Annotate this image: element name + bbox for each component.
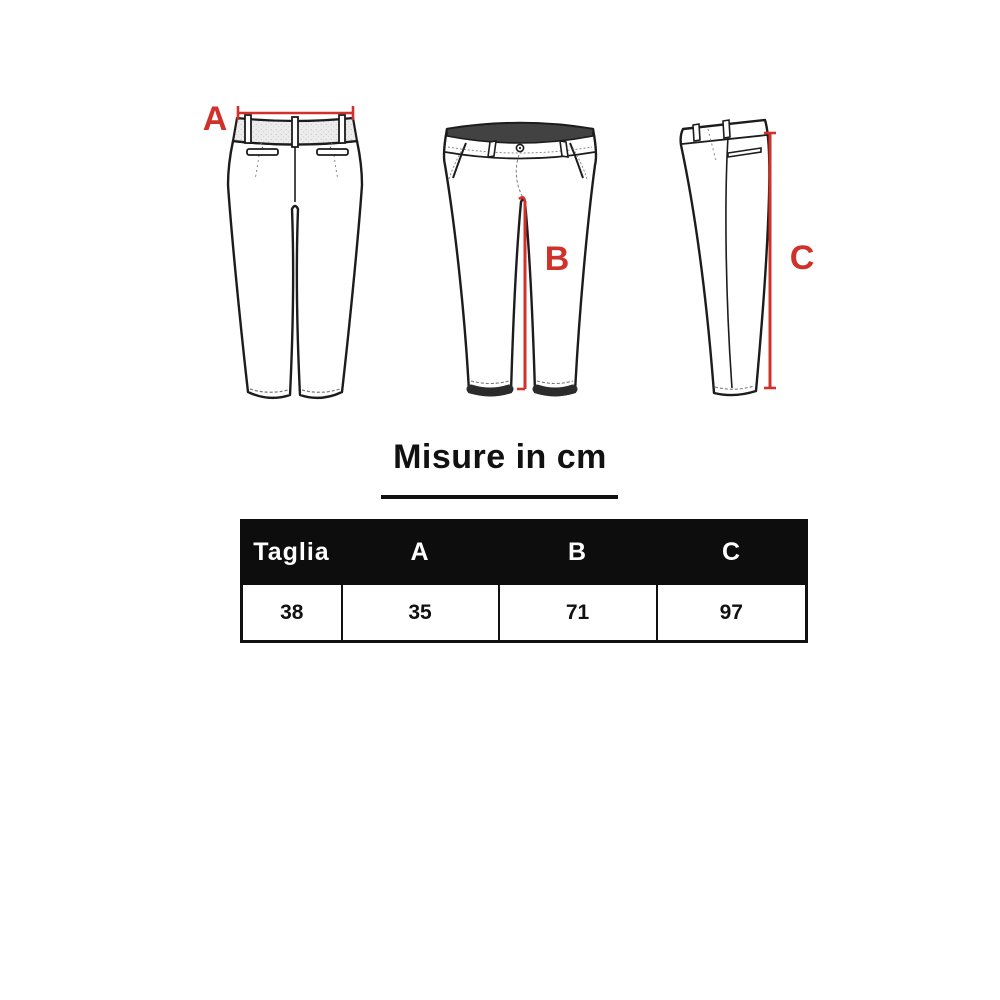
hem-cuff-dark bbox=[471, 389, 509, 392]
measure-label-b: B bbox=[544, 240, 570, 278]
size-table-cell-c: 97 bbox=[657, 584, 807, 642]
figure-pants-front-view bbox=[433, 105, 603, 400]
size-table-cell-b: 71 bbox=[499, 584, 657, 642]
front-waistband-dark bbox=[447, 123, 593, 143]
belt-loop bbox=[560, 141, 568, 157]
page-title: Misure in cm bbox=[393, 438, 607, 476]
waist-button-hole bbox=[519, 147, 521, 149]
measure-label-a: A bbox=[202, 100, 228, 138]
size-table-header-a: A bbox=[342, 521, 499, 584]
welt-pocket bbox=[247, 149, 278, 155]
size-table-header-c: C bbox=[657, 521, 807, 584]
belt-loop bbox=[693, 124, 700, 141]
hem-cuff-dark bbox=[537, 389, 573, 392]
figure-pants-back-view bbox=[195, 93, 370, 413]
belt-loop bbox=[339, 115, 345, 143]
figure-pants-side-view bbox=[668, 105, 823, 400]
pants-front-outline bbox=[444, 123, 596, 395]
title-underline bbox=[381, 495, 618, 499]
size-table-header-b: B bbox=[499, 521, 657, 584]
belt-loop bbox=[292, 117, 298, 147]
pants-side-view-drawing bbox=[668, 105, 823, 400]
size-table-cell-a: 35 bbox=[342, 584, 499, 642]
belt-loop bbox=[488, 141, 496, 157]
size-table bbox=[240, 519, 808, 643]
size-table-header-row bbox=[242, 521, 807, 584]
pants-front-view-drawing bbox=[433, 105, 603, 400]
belt-loop bbox=[723, 120, 730, 138]
size-table-header-taglia: Taglia bbox=[242, 521, 342, 584]
size-table-cell-taglia: 38 bbox=[242, 584, 342, 642]
welt-pocket bbox=[317, 149, 348, 155]
measure-label-c: C bbox=[789, 239, 815, 277]
pants-side-outline bbox=[681, 120, 770, 395]
size-table-row bbox=[242, 584, 807, 642]
pants-back-view-drawing bbox=[195, 93, 370, 413]
belt-loop bbox=[245, 115, 251, 143]
